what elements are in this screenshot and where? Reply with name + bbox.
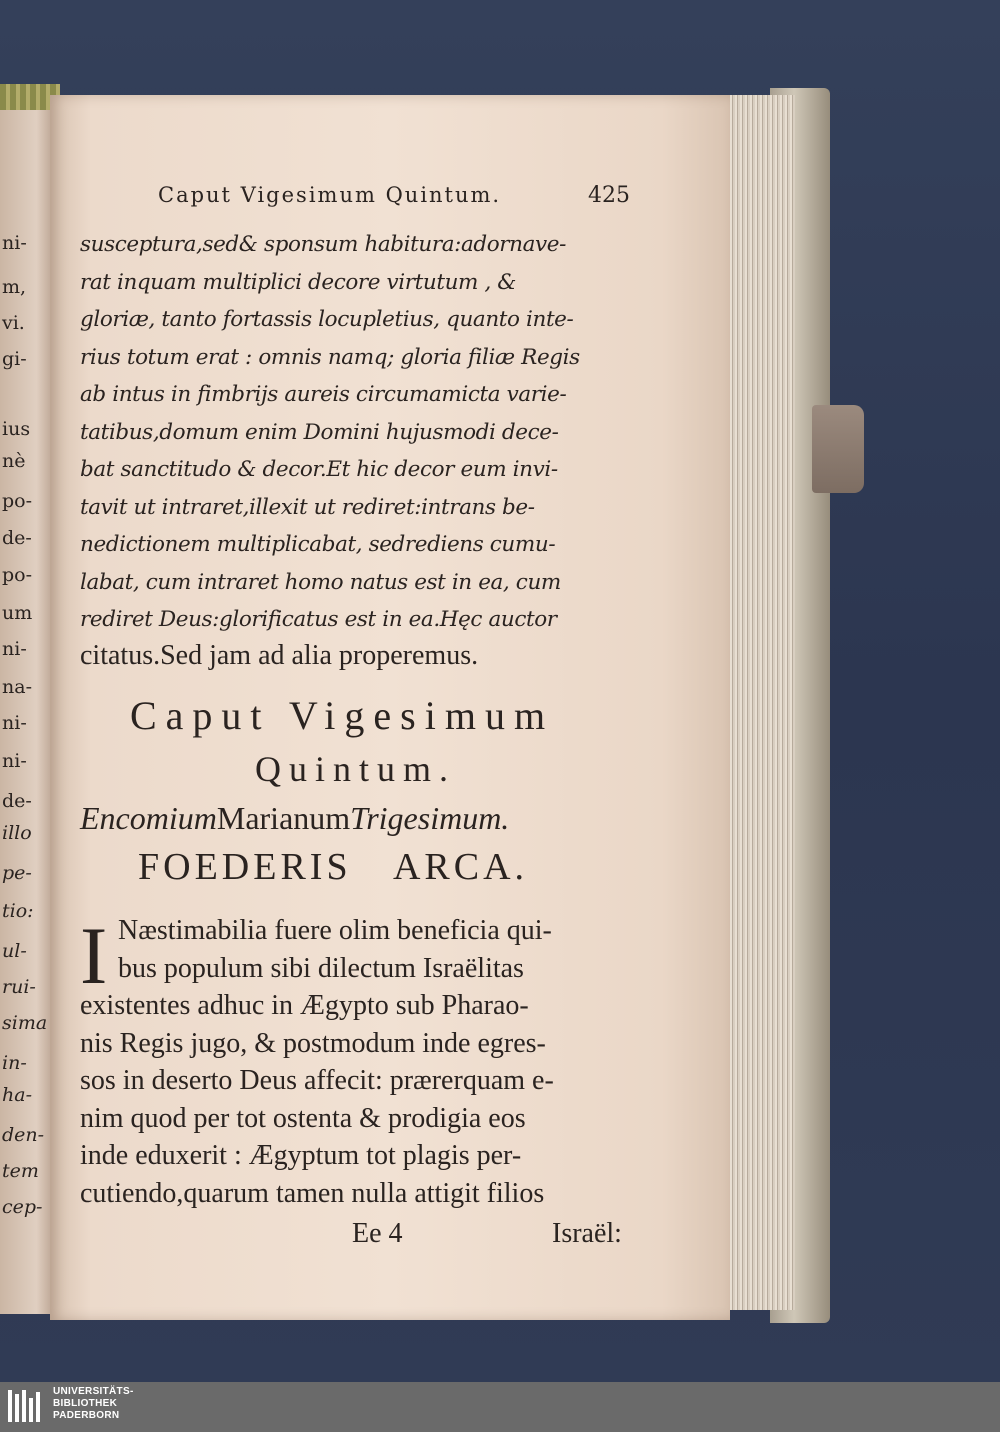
- italic-text-line: susceptura,sed& sponsum habitura:adornave-: [80, 232, 566, 257]
- left-fragment: m,: [2, 276, 27, 298]
- left-fragment: in-: [2, 1052, 27, 1074]
- left-fragment: sima: [2, 1012, 48, 1034]
- body-text-line: cutiendo,quarum tamen nulla attigit filios: [80, 1177, 545, 1209]
- left-fragment: po-: [2, 564, 33, 586]
- encomium-italic-2: Trigesimum.: [350, 800, 510, 836]
- body-text-line: nim quod per tot ostenta & prodigia eos: [80, 1102, 526, 1134]
- left-fragment: de-: [2, 790, 32, 812]
- page-number: 425: [588, 183, 630, 208]
- left-fragment: den-: [2, 1124, 45, 1146]
- left-fragment: ha-: [2, 1084, 32, 1106]
- left-fragment: tio:: [2, 900, 34, 922]
- body-text-line: bus populum sibi dilectum Israëlitas: [118, 952, 524, 984]
- left-fragment: ius: [2, 418, 31, 440]
- italic-text-line: gloriæ, tanto fortassis locupletius, quanto inte-: [80, 307, 574, 332]
- left-fragment: de-: [2, 527, 32, 549]
- body-text-line: Næstimabilia fuere olim beneficia qui-: [118, 915, 552, 946]
- left-fragment: rui-: [2, 976, 36, 998]
- library-name-line-3: PADERBORN: [53, 1410, 120, 1421]
- body-text-line: inde eduxerit : Ægyptum tot plagis per-: [80, 1140, 522, 1171]
- left-fragment: na-: [2, 676, 32, 698]
- left-fragment: ni-: [2, 750, 27, 772]
- italic-text-line: rius totum erat : omnis namq; gloria filiæ Regis: [80, 344, 580, 370]
- left-fragment: ni-: [2, 232, 27, 254]
- left-fragment: ni-: [2, 712, 27, 734]
- encomium-italic: Encomium: [80, 800, 217, 836]
- chapter-heading-line-2: Quintum.: [255, 749, 457, 789]
- drop-cap: I: [80, 910, 108, 1001]
- italic-text-line: bat sanctitudo & decor.Et hic decor eum invi-: [80, 457, 558, 482]
- library-logo-icon: [8, 1388, 46, 1424]
- library-footer: [0, 1382, 1000, 1432]
- library-name-line-1: UNIVERSITÄTS-: [53, 1386, 134, 1397]
- left-fragment: tem: [2, 1160, 39, 1182]
- catchword: Israël:: [552, 1218, 622, 1249]
- left-fragment: illo: [2, 822, 32, 844]
- closing-line: citatus.Sed jam ad alia properemus.: [80, 640, 479, 671]
- encomium-line: [80, 800, 509, 837]
- library-name-line-2: BIBLIOTHEK: [53, 1398, 118, 1409]
- running-head: Caput Vigesimum Quintum.: [158, 183, 502, 207]
- left-fragment: ul-: [2, 940, 27, 962]
- body-text-line: existentes adhuc in Ægypto sub Pharao-: [80, 990, 529, 1021]
- left-fragment: vi.: [2, 312, 25, 334]
- left-fragment: cep-: [2, 1196, 43, 1218]
- italic-text-line: ab intus in fimbrijs aureis circumamicta varie-: [80, 382, 567, 407]
- left-fragment: po-: [2, 490, 33, 512]
- left-fragment: pe-: [2, 862, 32, 884]
- bookmark-ribbon: [812, 405, 864, 493]
- left-fragment: nè: [2, 450, 26, 472]
- body-text-line: sos in deserto Deus affecit: prærerquam e-: [80, 1065, 554, 1096]
- left-fragment: ni-: [2, 638, 27, 660]
- left-fragment: gi-: [2, 348, 27, 370]
- encomium-roman: Marianum: [216, 800, 351, 836]
- italic-text-line: rediret Deus:glorificatus est in ea.Hęc auctor: [80, 607, 557, 632]
- italic-text-line: tatibus,domum enim Domini hujusmodi dece-: [80, 419, 559, 445]
- italic-text-line: tavit ut intraret,illexit ut rediret:intrans be-: [80, 494, 535, 520]
- section-title: FOEDERIS ARCA.: [138, 846, 529, 888]
- body-text-line: nis Regis jugo, & postmodum inde egres-: [80, 1027, 546, 1059]
- italic-text-line: nedictionem multiplicabat, sedrediens cumu-: [80, 532, 556, 557]
- italic-text-line: rat inquam multiplici decore virtutum , &: [80, 269, 517, 295]
- signature-mark: Ee 4: [352, 1218, 403, 1249]
- italic-text-line: labat, cum intraret homo natus est in ea, cum: [80, 569, 561, 595]
- chapter-heading-line-1: Caput Vigesimum: [130, 693, 555, 738]
- left-fragment: um: [2, 602, 33, 624]
